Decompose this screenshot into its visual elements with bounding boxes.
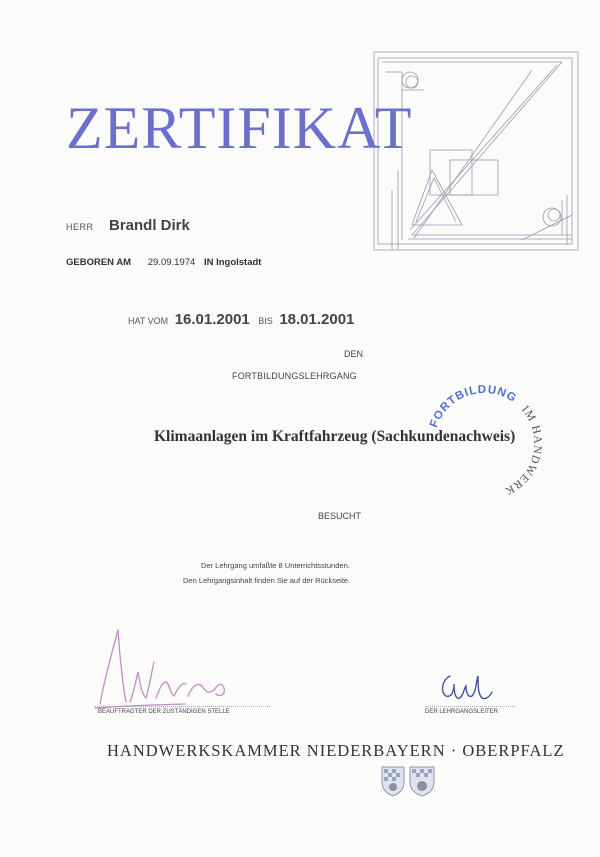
signature-left xyxy=(90,622,245,712)
signature-line-left xyxy=(95,706,270,707)
signature-line-right xyxy=(425,706,515,707)
from-date: 16.01.2001 xyxy=(174,311,250,328)
to-date: 18.01.2001 xyxy=(279,311,355,328)
badge-blue-text: FORTBILDUNG xyxy=(428,383,519,430)
birthplace: Ingolstadt xyxy=(216,257,262,268)
signatory-left-role: BEAUFTRAGTER DER ZUSTÄNDIGEN STELLE xyxy=(98,709,230,715)
course-period xyxy=(128,311,360,328)
signature-right xyxy=(436,672,496,706)
signatory-right-role: DER LEHRGANGSLEITER xyxy=(425,709,499,715)
course-type-label: FORTBILDUNGSLEHRGANG xyxy=(232,371,357,381)
recipient-name: Brandl Dirk xyxy=(109,217,190,234)
svg-text:FORTBILDUNG IM HANDWERK xyxy=(428,384,543,497)
born-label: GEBOREN AM xyxy=(66,257,132,268)
badge-grey-text: IM HANDWERK xyxy=(502,403,544,498)
birth-date: 29.09.1974 xyxy=(147,257,196,268)
course-title: Klimaanlagen im Kraftfahrzeug (Sachkundenachweis) xyxy=(154,428,516,445)
to-label: BIS xyxy=(258,316,273,326)
coat-of-arms-icons xyxy=(378,764,438,798)
salutation-label: HERR xyxy=(66,222,94,232)
birth-details xyxy=(66,257,261,268)
attended-label: BESUCHT xyxy=(318,511,362,521)
content-note: Den Lehrgangsinhalt finden Sie auf der Rückseite. xyxy=(183,576,351,585)
issuer-name: HANDWERKSKAMMER NIEDERBAYERN · OBERPFALZ xyxy=(107,741,565,760)
fortbildung-badge xyxy=(424,380,574,500)
lessons-note: Der Lehrgang umfaßte 8 Unterrichtsstunden. xyxy=(201,561,350,570)
from-label: HAT VOM xyxy=(128,316,169,326)
den-label: DEN xyxy=(344,349,364,359)
in-label: IN xyxy=(203,257,214,268)
certificate-title: ZERTIFIKAT xyxy=(66,95,413,161)
